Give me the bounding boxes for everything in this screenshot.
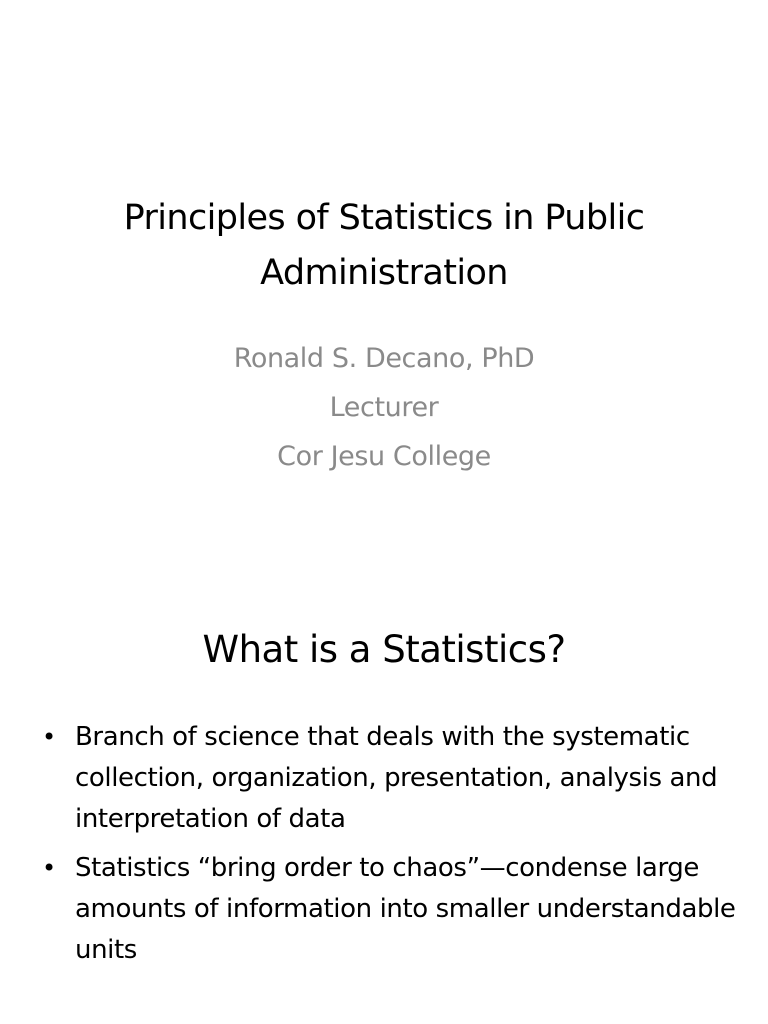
presenter-role: Lecturer [329, 392, 439, 423]
bullet-list [40, 717, 740, 979]
bullet-text: Branch of science that deals with the systematic collection, organization, presentation, analysis and interpretation of data [75, 722, 718, 834]
bullet-text: Statistics “bring order to chaos”—condense large amounts of information into smaller understandable units [75, 853, 736, 965]
presenter-name: Ronald S. Decano, PhD [233, 343, 535, 374]
slide-what-is-statistics [0, 576, 768, 1024]
bullet-item [40, 848, 740, 971]
presenter-info [40, 334, 728, 481]
bullet-item [40, 717, 740, 840]
presenter-institution: Cor Jesu College [277, 441, 491, 472]
slide-heading: What is a Statistics? [202, 628, 566, 671]
title-line-1: Principles of Statistics in Public [123, 198, 645, 238]
bullet-icon: • [42, 854, 56, 882]
title-line-2: Administration [260, 253, 508, 293]
presentation-title [40, 191, 728, 301]
bullet-icon: • [42, 723, 56, 751]
